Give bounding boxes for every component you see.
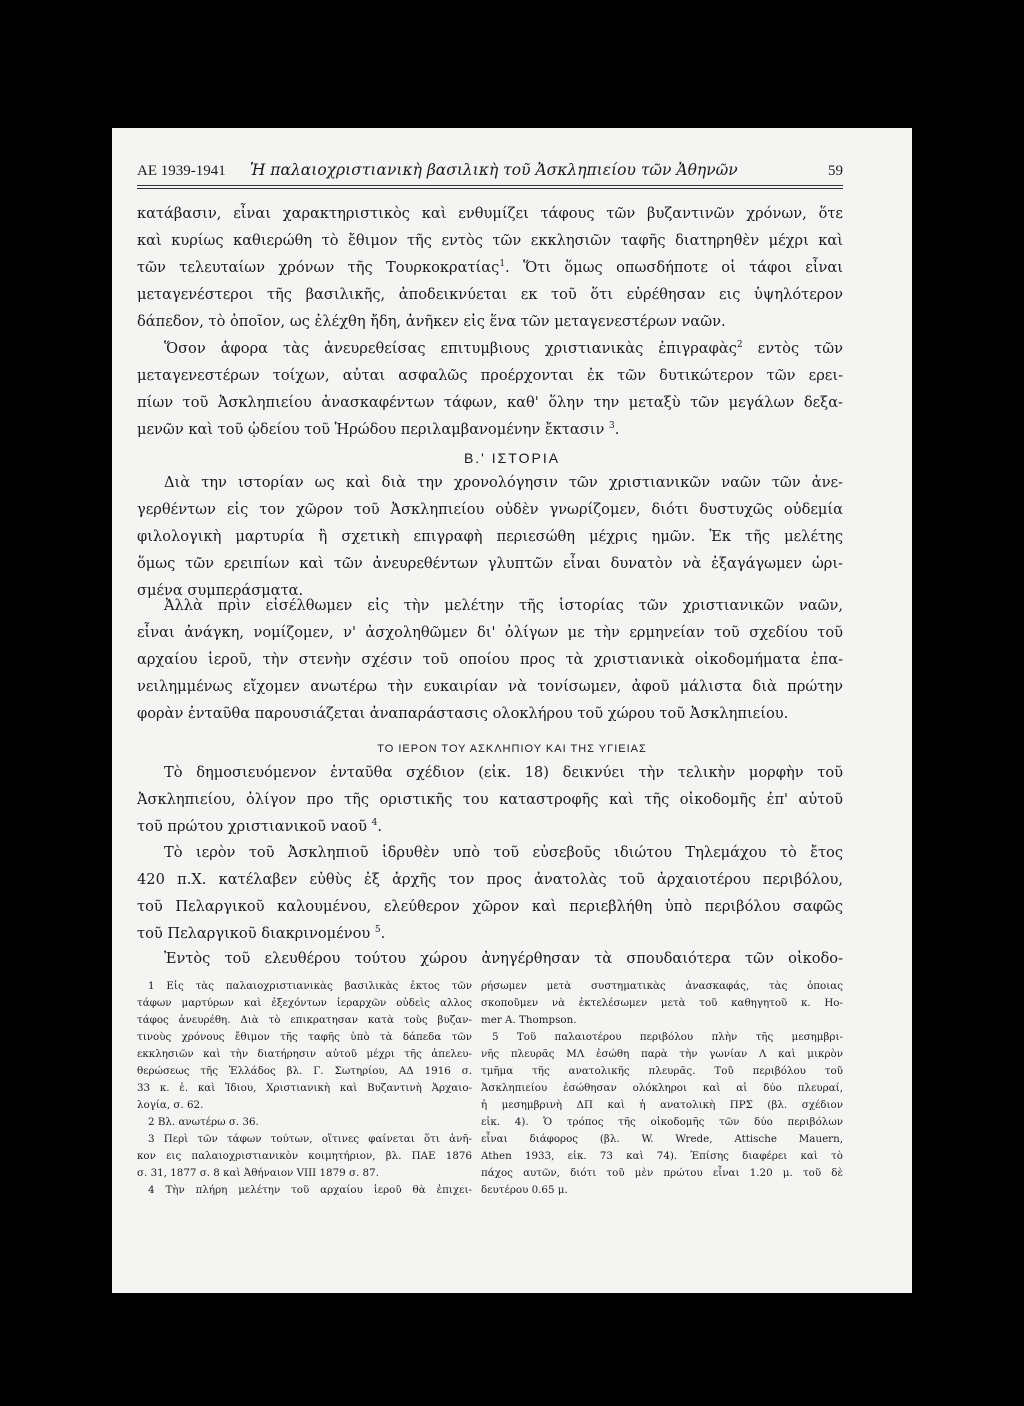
subheading: ΤΟ ΙΕΡΟΝ ΤΟΥ ΑΣΚΛΗΠΙΟΥ ΚΑΙ ΤΗΣ ΥΓΙΕΙΑΣ <box>377 743 647 755</box>
footnote-line: τινοὺς χρόνους ἔθιμον τῆς ταφῆς ὑπὸ τὰ δάπεδα τῶν <box>137 1031 472 1043</box>
body-line: μεταγενέστεροι τῆς βασιλικῆς, ἀποδεικνύεται εκ τοῦ ὅτι εὑρέθησαν εις ὑψηλότερον <box>137 286 843 303</box>
footnote-line: εἶναι διάφορος (βλ. W. Wrede, Attische Mauern, <box>481 1133 843 1145</box>
body-line: μεταγενεστέρων τοίχων, αὐται ασφαλῶς προέρχονται ἐκ τῶν δυτικώτερον τῶν ερει- <box>137 367 843 384</box>
footnote-line: Ἀσκληπιείου ἐσώθησαν ολόκληροι καὶ αἱ δύο πλευραί, <box>481 1082 843 1094</box>
body-line: Τὸ δημοσιευόμενον ἐνταῦθα σχέδιον (εἰκ. 18) δεικνύει τὴν τελικὴν μορφὴν τοῦ <box>164 764 843 781</box>
body-line: σμένα συμπεράσματα. <box>137 582 304 599</box>
section-heading: B.' ΙΣΤΟΡΙΑ <box>463 450 561 466</box>
body-line: πίων τοῦ Ἀσκληπιείου ἀνασκαφέντων τάφων, καθ' ὅλην την μεταξὺ τῶν μεγάλων δεξα- <box>137 394 843 411</box>
footnote-line: Athen 1933, εἰκ. 73 καὶ 74). Ἐπίσης διαφέρει καὶ τὸ <box>481 1150 843 1162</box>
footnote-line: 5 Τοῦ παλαιοτέρου περιβόλου πλὴν τῆς μεσημβρι- <box>492 1031 843 1043</box>
body-line: νειλημμένως εἴχομεν ανωτέρω τὴν ευκαιρίαν νὰ τονίσωμεν, ἀφοῦ μάλιστα διὰ πρώτην <box>137 678 843 695</box>
footnote-line: τάφων μαρτύρων καὶ ἐξεχόντων ἱεραρχῶν οὐδεὶς αλλος <box>137 997 472 1009</box>
page-number: 59 <box>828 163 843 179</box>
footnote-line: mer A. Thompson. <box>481 1014 577 1026</box>
running-title: Ἡ παλαιοχριστιανικὴ βασιλικὴ τοῦ Ἀσκληπιείου τῶν Ἀθηνῶν <box>250 161 738 179</box>
footnote-line: ἡ μεσημβρινὴ ΔΠ καὶ ἡ ανατολικὴ ΠΡΣ (βλ. σχέδιον <box>481 1099 843 1111</box>
body-line: 420 π.Χ. κατέλαβεν εὐθὺς ἐξ ἀρχῆς τον προς ἀνατολὰς τοῦ ἀρχαιοτέρου περιβόλου, <box>137 871 843 888</box>
body-line: τοῦ πρώτου χριστιανικοῦ ναοῦ $^4$. <box>137 818 382 835</box>
body-line: τῶν τελευταίων χρόνων τῆς Τουρκοκρατίας$^1$. Ὅτι ὅμως οπωσδήποτε οἱ τάφοι εἶναι <box>137 259 843 276</box>
body-line: Ὅσον ἀφορα τὰς ἀνευρεθείσας επιτυμβιους χριστιανικὰς ἐπιγραφὰς$^2$ εντὸς τῶν <box>164 340 843 357</box>
footnote-line: σ. 31, 1877 σ. 8 καὶ Ἀθήναιον VIII 1879 σ. 87. <box>137 1167 379 1179</box>
header-rule-double <box>137 188 843 189</box>
footnote-line: σκοποῦμεν νὰ ἐκτελέσωμεν μετὰ τοῦ καθηγητοῦ κ. Ho- <box>481 997 843 1009</box>
running-header <box>137 161 843 183</box>
footnote-line: εἰκ. 4). Ὁ τρόπος τῆς οἰκοδομῆς τῶν δύο περιβόλων <box>481 1116 843 1128</box>
footnote-line: τάφος ἀνευρέθη. Διὰ τὸ επικρατησαν κατὰ τοὺς βυζαν- <box>137 1014 472 1026</box>
footnote-line: δευτέρου 0.65 μ. <box>481 1184 568 1196</box>
footnote-line: νῆς πλευρᾶς ΜΛ ἐσώθη παρὰ τὴν γωνίαν Λ καὶ μικρὸν <box>481 1048 843 1060</box>
body-line: Διὰ την ιστορίαν ως καὶ διὰ την χρονολόγησιν τῶν χριστιανικῶν ναῶν τῶν ἀνε- <box>164 474 843 491</box>
body-line: Ἀσκληπιείου, ὀλίγον προ τῆς οριστικῆς του καταστροφῆς καὶ τῆς οἰκοδομῆς ἐπ' αὐτοῦ <box>137 791 843 808</box>
footnote-line: 1 Εἰς τὰς παλαιοχριστιανικὰς βασιλικὰς ἐκτος τῶν <box>148 980 472 992</box>
body-line: μενῶν καὶ τοῦ ᾠδείου τοῦ Ἡρώδου περιλαμβανομένην ἔκτασιν $^3$. <box>137 421 620 438</box>
document-page <box>112 128 912 1293</box>
body-line: φορὰν ἐνταῦθα παρουσιάζεται ἀναπαράστασις ολοκλήρου τοῦ χώρου τοῦ Ἀσκληπιείου. <box>137 705 789 722</box>
header-rule <box>137 185 843 186</box>
body-line: τοῦ Πελαργικοῦ διακρινομένου $^5$. <box>137 925 386 942</box>
body-line: εἶναι ἀνάγκη, νομίζομεν, ν' ἀσχοληθῶμεν δι' ὀλίγων με τὴν ερμηνείαν τοῦ σχεδίου τοῦ <box>137 624 843 641</box>
footnote-line: ρήσωμεν μετὰ συστηματικὰς ἀνασκαφάς, τὰς ὁποιας <box>481 980 843 992</box>
footnote-line: εκκλησιῶν καὶ τὴν διατήρησιν αὐτοῦ μέχρι τῆς ἀπελευ- <box>137 1048 472 1060</box>
body-line: καὶ κυρίως καθιερώθη τὸ ἔθιμον τῆς εντὸς τῶν εκκλησιῶν ταφῆς διατηρηθὲν μέχρι καὶ <box>137 232 843 249</box>
footnote-line: τμῆμα τῆς ανατολικῆς πλευρᾶς. Τοῦ περιβόλου τοῦ <box>481 1065 843 1077</box>
footnote-line: πάχος αυτῶν, διότι τοῦ μὲν πρώτου εἶναι 1.20 μ. τοῦ δὲ <box>481 1167 843 1179</box>
footnote-line: κον εις παλαιοχριστιανικὸν κοιμητήριον, βλ. ΠΑΕ 1876 <box>137 1150 472 1162</box>
body-line: κατάβασιν, εἶναι χαρακτηριστικὸς καὶ ενθυμίζει τάφους τῶν βυζαντινῶν χρόνων, ὅτε <box>137 205 843 222</box>
body-line: δάπεδον, τὸ ὁποῖον, ως ἐλέχθη ἤδη, ἀνῆκεν εἰς ἕνα τῶν μεταγενεστέρων ναῶν. <box>137 313 726 330</box>
footnote-line: 4 Τὴν πλήρη μελέτην τοῦ αρχαίου ἱεροῦ θὰ ἐπιχει- <box>148 1184 472 1196</box>
footnote-line: λογία, σ. 62. <box>137 1099 204 1111</box>
footnote-line: 2 Βλ. ανωτέρω σ. 36. <box>148 1116 259 1128</box>
body-line: ὅμως τῶν ερειπίων καὶ τῶν ἀνευρεθέντων γλυπτῶν εἶναι δυνατὸν νὰ ἐξαγάγωμεν ὡρι- <box>137 555 843 572</box>
body-line: Ἐντὸς τοῦ ελευθέρου τούτου χώρου ἀνηγέρθησαν τὰ σπουδαιότερα τῶν οἰκοδο- <box>164 950 843 967</box>
body-line: αρχαίου ἱεροῦ, τὴν στενὴν σχέσιν τοῦ οποίου προς τὰ χριστιανικὰ οἰκοδομήματα ἐπα- <box>137 651 843 668</box>
journal-label: ΑΕ 1939-1941 <box>137 163 226 179</box>
body-line: φιλολογικὴ μαρτυρία ἢ σχετικὴ επιγραφὴ περιεσώθη μέχρις ημῶν. Ἐκ τῆς μελέτης <box>137 528 843 545</box>
body-line: Τὸ ιερὸν τοῦ Ἀσκληπιοῦ ἱδρυθὲν υπὸ τοῦ εὐσεβοῦς ιδιώτου Τηλεμάχου τὸ ἔτος <box>164 844 843 861</box>
footnote-line: 3 Περὶ τῶν τάφων τούτων, οἵτινες φαίνεται ὅτι ἀνῆ- <box>148 1133 472 1145</box>
footnote-line: 33 κ. ἑ. καὶ Ἰδιου, Χριστιανικὴ καὶ Βυζαντινὴ Ἀρχαιο- <box>137 1082 472 1094</box>
body-line: γερθέντων εἰς τον χῶρον τοῦ Ἀσκληπιείου οὐδὲν γνωρίζομεν, διότι δυστυχῶς οὐδεμία <box>137 501 843 518</box>
body-line: Ἀλλὰ πρὶν εἰσέλθωμεν εἰς τὴν μελέτην τῆς ἱστορίας τῶν χριστιανικῶν ναῶν, <box>164 597 843 614</box>
body-line: τοῦ Πελαργικοῦ καλουμένου, ελεύθερον χῶρον καὶ περιεβλήθη ὑπὸ περιβόλου σαφῶς <box>137 898 843 915</box>
footnote-line: θερώσεως τῆς Ἑλλάδος βλ. Γ. Σωτηρίου, ΑΔ 1916 σ. <box>137 1065 472 1077</box>
